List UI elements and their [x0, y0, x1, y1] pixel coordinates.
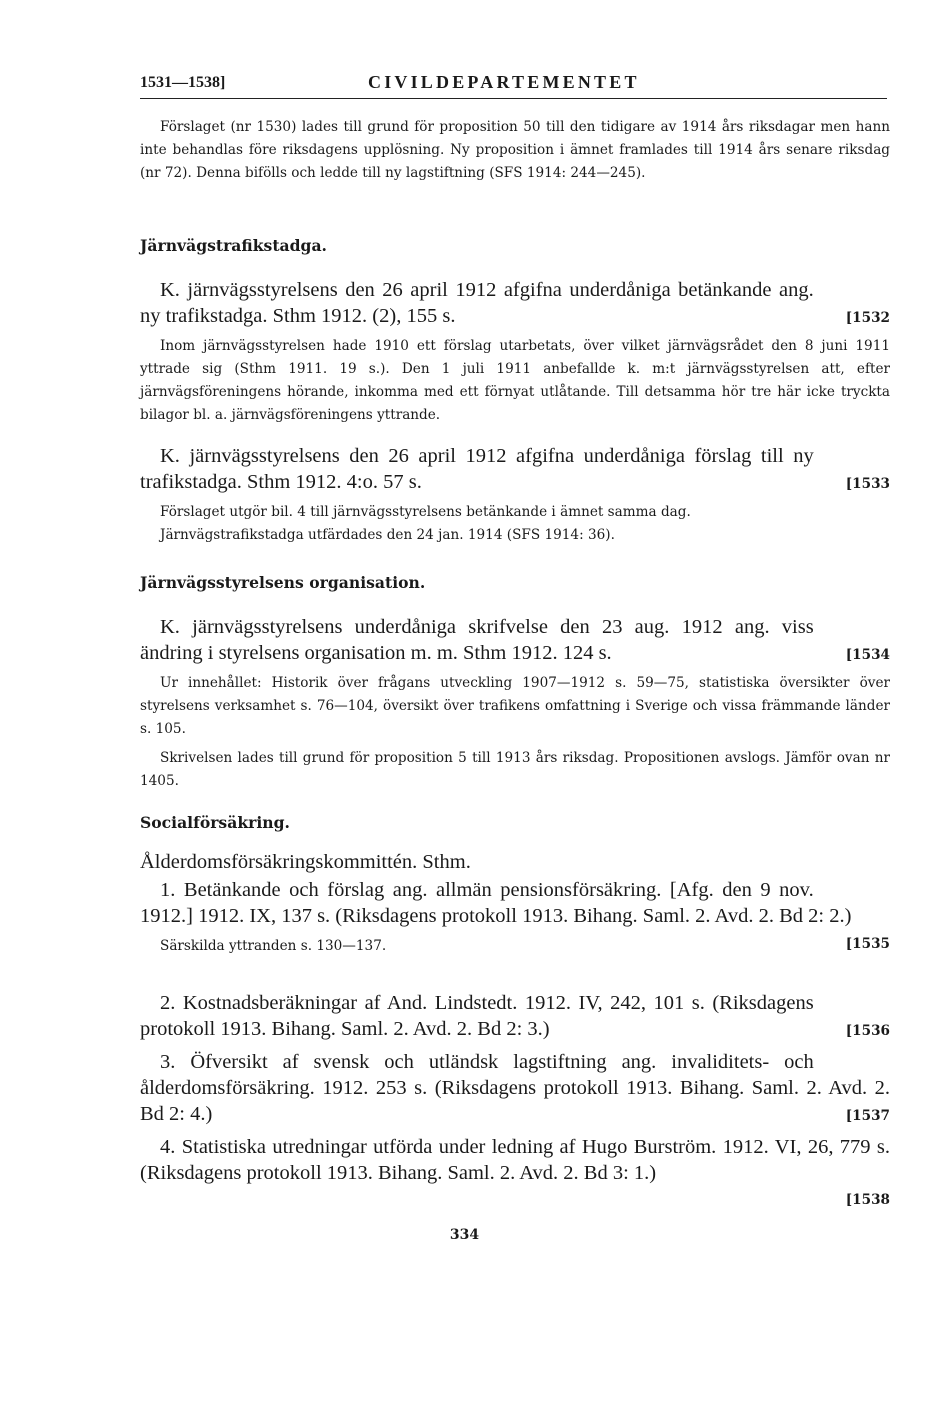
entry-title: [1536 2. Kostnadsberäkningar af And. Lindstedt. 1912. IV, 242, 101 s. (Riksdagens protokoll 1913. Bihang. Saml. 2. Avd. 2. Bd 2: 3.)	[140, 990, 890, 1042]
section-heading: Järnvägstrafikstadga.	[140, 236, 327, 255]
entry-1536	[140, 990, 890, 1042]
entry-number: [1533	[845, 476, 890, 492]
entry-title: [1535 1. Betänkande och förslag ang. allmän pensionsförsäkring. [Afg. den 9 nov. 1912.] 1912. IX, 137 s. (Riksdagens protokoll 1913. Bihang. Saml. 2. Avd. 2. Bd 2: 2.)	[140, 877, 890, 929]
entry-note: Ur innehållet: Historik över frågans utveckling 1907—1912 s. 59—75, statistiska översikter över styrelsens verksamhet s. 76—104, översikt över trafikens omfattning i Sverige och vissa främmande länder s. 105.	[140, 675, 890, 737]
entry-number: [1532	[845, 310, 890, 326]
intro-note-block	[140, 116, 890, 185]
entry-1538	[140, 1134, 890, 1208]
section-jarnvagstrafikstadga	[140, 236, 890, 255]
department-title: CIVILDEPARTEMENTET	[368, 72, 640, 92]
running-header	[140, 72, 887, 99]
entry-title: [1533 K. järnvägsstyrelsens den 26 april 1912 afgifna underdåniga förslag till ny trafikstadga. Sthm 1912. 4:o. 57 s.	[140, 443, 890, 495]
entry-number: [1537	[845, 1108, 890, 1124]
entry-note: Skrivelsen lades till grund för proposition 5 till 1913 års riksdag. Propositionen avslogs. Jämför ovan nr 1405.	[140, 750, 890, 789]
entry-title: [1534 K. järnvägsstyrelsens underdåniga skrifvelse den 23 aug. 1912 ang. viss ändring i styrelsens organisation m. m. Sthm 1912. 124 s.	[140, 614, 890, 666]
entry-1534	[140, 614, 890, 793]
entry-note: Förslaget utgör bil. 4 till järnvägsstyrelsens betänkande i ämnet samma dag.	[160, 504, 691, 520]
entry-title: [1537 3. Öfversikt af svensk och utländsk lagstiftning ang. invaliditets- och ålderdomsförsäkring. 1912. 253 s. (Riksdagens protokoll 1913. Bihang. Saml. 2. Avd. 2. Bd 2: 4.)	[140, 1049, 890, 1127]
entry-1537	[140, 1049, 890, 1127]
intro-note: Förslaget (nr 1530) lades till grund för proposition 50 till den tidigare av 1914 års riksdagar men hann inte behandlas före riksdagens upplösning. Ny proposition i ämnet framlades till 1914 års senare riksdag (nr 72). Denna bifölls och ledde till ny lagstiftning (SFS 1914: 244—245).	[140, 119, 890, 181]
section-socialforsakring	[140, 813, 890, 832]
committee-block	[140, 849, 890, 875]
entry-number: [1536	[845, 1023, 890, 1039]
section-heading: Järnvägsstyrelsens organisation.	[140, 573, 426, 592]
section-heading: Socialförsäkring.	[140, 813, 290, 832]
entry-title: 4. Statistiska utredningar utförda under ledning af Hugo Burström. 1912. VI, 26, 779 s. (Riksdagens protokoll 1913. Bihang. Saml. 2. Avd. 2. Bd 3: 1.)	[140, 1136, 890, 1184]
entry-title: [1532 K. järnvägsstyrelsens den 26 april 1912 afgifna underdåniga betänkande ang. ny trafikstadga. Sthm 1912. (2), 155 s.	[140, 277, 890, 329]
entry-range: 1531—1538]	[140, 74, 226, 91]
entry-number: [1534	[845, 647, 890, 663]
entry-1532	[140, 277, 890, 427]
entry-number: [1538	[845, 1192, 890, 1208]
entry-1533	[140, 443, 890, 547]
entry-number: [1535	[845, 936, 890, 952]
entry-note: Järnvägstrafikstadga utfärdades den 24 jan. 1914 (SFS 1914: 36).	[160, 527, 615, 543]
page-number: 334	[449, 1227, 480, 1243]
entry-note: Inom järnvägsstyrelsen hade 1910 ett förslag utarbetats, över vilket järnvägsrådet den 8 juni 1911 yttrade sig (Sthm 1911. 19 s.). Den 1 juli 1911 anbefallde k. m:t järnvägsstyrelsen att, efter järnvägsföreningens hörande, inkomma med ett förnyat utlåtande. Till detsamma hör tre här icke tryckta bilagor bl. a. järnvägsföreningens yttrande.	[140, 338, 890, 423]
entry-1535	[140, 877, 890, 958]
section-jarnvagsstyrelsens-organisation	[140, 573, 890, 592]
committee-name: Ålderdomsförsäkringskommittén. Sthm.	[140, 851, 471, 873]
entry-note: Särskilda yttranden s. 130—137.	[160, 938, 387, 954]
